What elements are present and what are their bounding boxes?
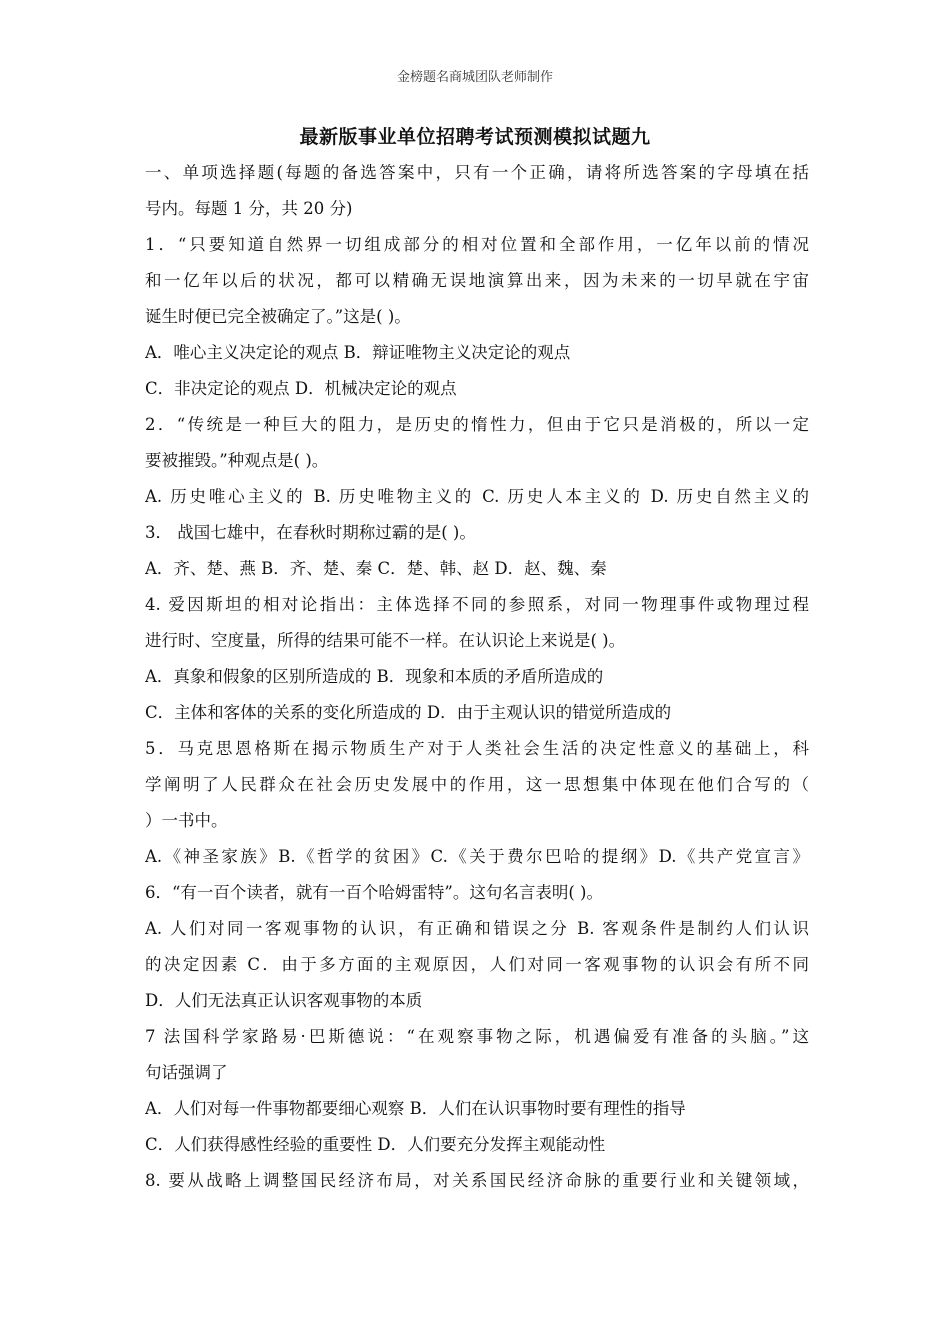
question-line: 要被摧毁。”种观点是( )。 bbox=[145, 451, 329, 470]
question-line: 2．“传统是一种巨大的阻力，是历史的惰性力，但由于它只是消极的，所以一定 bbox=[145, 415, 809, 434]
answer-options-line: A．人们对每一件事物都要细心观察 B．人们在认识事物时要有理性的指导 bbox=[145, 1099, 686, 1118]
answer-options-line: 的决定因素 C．由于多方面的主观原因，人们对同一客观事物的认识会有所不同 bbox=[145, 955, 809, 974]
question-line: 1．“只要知道自然界一切组成部分的相对位置和全部作用，一亿年以前的情况 bbox=[145, 235, 809, 254]
answer-options-line: A. 历史唯心主义的 B. 历史唯物主义的 C. 历史人本主义的 D. 历史自然主义的 bbox=[145, 487, 809, 506]
answer-options-line: C．人们获得感性经验的重要性 D．人们要充分发挥主观能动性 bbox=[145, 1135, 606, 1154]
answer-options-line: A. 人们对同一客观事物的认识，有正确和错误之分 B. 客观条件是制约人们认识 bbox=[145, 919, 809, 938]
page-header: 金榜题名商城团队老师制作 bbox=[396, 70, 553, 85]
answer-options-line: A．唯心主义决定论的观点 B．辩证唯物主义决定论的观点 bbox=[145, 343, 571, 362]
answer-options-line: C．主体和客体的关系的变化所造成的 D．由于主观认识的错觉所造成的 bbox=[145, 703, 672, 722]
question-line: 学阐明了人民群众在社会历史发展中的作用，这一思想集中体现在他们合写的（ bbox=[145, 775, 809, 794]
answer-options-line: A．齐、楚、燕 B．齐、楚、秦 C．楚、韩、赵 D．赵、魏、秦 bbox=[145, 559, 607, 578]
question-line: 8. 要从战略上调整国民经济布局，对关系国民经济命脉的重要行业和关键领域， bbox=[145, 1171, 809, 1190]
question-line: 4. 爱因斯坦的相对论指出：主体选择不同的参照系，对同一物理事件或物理过程 bbox=[145, 595, 809, 614]
document-title: 最新版事业单位招聘考试预测模拟试题九 bbox=[299, 126, 651, 148]
section-heading-line: 号内。每题 1 分，共 20 分) bbox=[145, 199, 353, 218]
question-line: 和一亿年以后的状况，都可以精确无误地演算出来，因为未来的一切早就在宇宙 bbox=[145, 271, 809, 290]
section-heading-line: 一、单项选择题(每题的备选答案中，只有一个正确，请将所选答案的字母填在括 bbox=[145, 163, 809, 182]
question-line: 进行时、空度量，所得的结果可能不一样。在认识论上来说是( )。 bbox=[145, 631, 626, 650]
answer-options-line: C．非决定论的观点 D．机械决定论的观点 bbox=[145, 379, 457, 398]
question-line: ）一书中。 bbox=[145, 811, 228, 830]
answer-options-line: A．真象和假象的区别所造成的 B．现象和本质的矛盾所造成的 bbox=[145, 667, 604, 686]
answer-options-line: A.《神圣家族》B.《哲学的贫困》C.《关于费尔巴哈的提纲》D.《共产党宣言》 bbox=[145, 847, 809, 866]
question-line: 6．“有一百个读者，就有一百个哈姆雷特”。这句名言表明( )。 bbox=[145, 883, 603, 902]
question-line: 3． 战国七雄中，在春秋时期称过霸的是( )。 bbox=[145, 523, 476, 542]
document-body bbox=[145, 155, 809, 1199]
answer-options-line: D．人们无法真正认识客观事物的本质 bbox=[145, 991, 423, 1010]
question-line: 句话强调了 bbox=[145, 1063, 228, 1082]
question-line: 7 法国科学家路易·巴斯德说：“在观察事物之际，机遇偏爱有准备的头脑。”这 bbox=[145, 1027, 809, 1046]
question-line: 诞生时便已完全被确定了。”这是( )。 bbox=[145, 307, 411, 326]
question-line: 5．马克思恩格斯在揭示物质生产对于人类社会生活的决定性意义的基础上，科 bbox=[145, 739, 809, 758]
